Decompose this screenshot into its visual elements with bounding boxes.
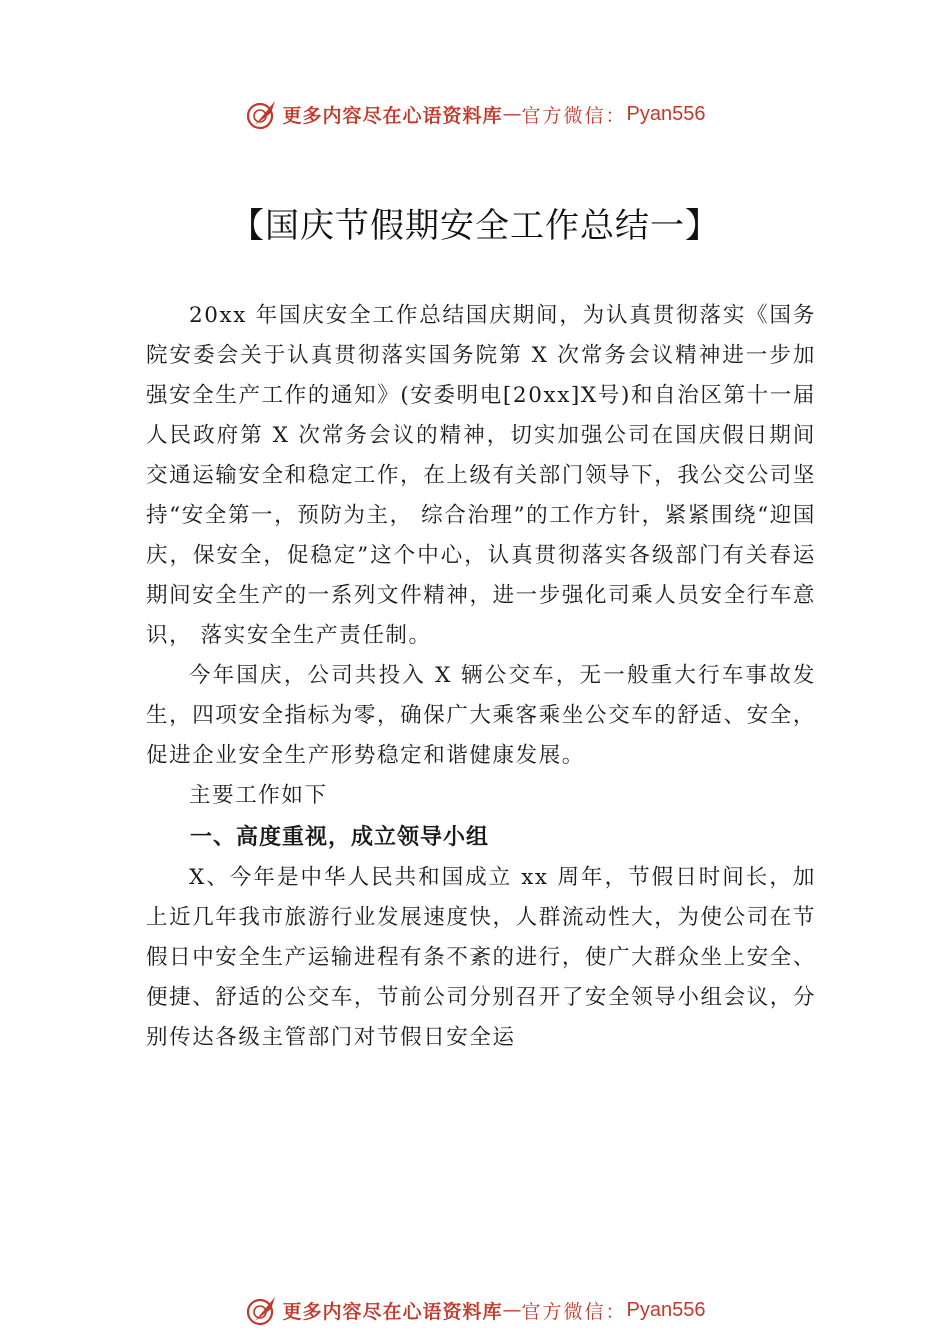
banner-wechat-label: 官方微信： [521, 104, 627, 127]
paragraph: X、今年是中华人民共和国成立 xx 周年，节假日时间长，加上近几年我市旅游行业发展速度快，人群流动性大，为使公司在节假日中安全生产运输进程有条不紊的进行，使广大群众坐上安全、便捷、舒适的公交车，节前公司分别召开了安全领导小组会议，分别传达各级主管部门对节假日安全运 [146, 865, 816, 1050]
header-banner [0, 94, 950, 134]
paragraph: 20xx 年国庆安全工作总结国庆期间，为认真贯彻落实《国务院安委会关于认真贯彻落实国务院第 X 次常务会议精神进一步加强安全生产工作的通知》(安委明电[20xx]X号)和自治区第十一届人民政府第 X 次常务会议的精神，切实加强公司在国庆假日期间交通运输安全和稳定工作，在上级有关部门领导下，我公交公司坚持“安全第一，预防为主， 综合治理”的工作方针，紧紧围绕“迎国庆，保安全，促稳定”这个中心，认真贯彻落实各级部门有关春运期间安全生产的一系列文件精神，进一步强化司乘人员安全行车意识， 落实安全生产责任制。 [146, 303, 816, 648]
quill-pen-logo-icon [245, 97, 279, 131]
banner-wechat-id: Pyan556 [626, 1298, 706, 1321]
banner-site-name: 更多内容尽在心语资料库 [282, 1300, 503, 1323]
footer-banner [0, 1290, 950, 1330]
document-body [146, 296, 816, 1058]
banner-site-name: 更多内容尽在心语资料库 [282, 104, 503, 127]
paragraph: 主要工作如下 [189, 783, 328, 808]
quill-pen-logo-icon [245, 1293, 279, 1327]
document-title: 【国庆节假期安全工作总结一】 [230, 206, 720, 246]
section-heading: 一、高度重视，成立领导小组 [190, 825, 490, 850]
banner-dash: — [502, 1299, 522, 1321]
paragraph: 今年国庆，公司共投入 X 辆公交车，无一般重大行车事故发生，四项安全指标为零，确保广大乘客乘坐公交车的舒适、安全，促进企业安全生产形势稳定和谐健康发展。 [146, 663, 816, 768]
banner-dash: — [502, 103, 522, 125]
banner-wechat-label: 官方微信： [521, 1300, 627, 1323]
banner-wechat-id: Pyan556 [626, 102, 706, 125]
